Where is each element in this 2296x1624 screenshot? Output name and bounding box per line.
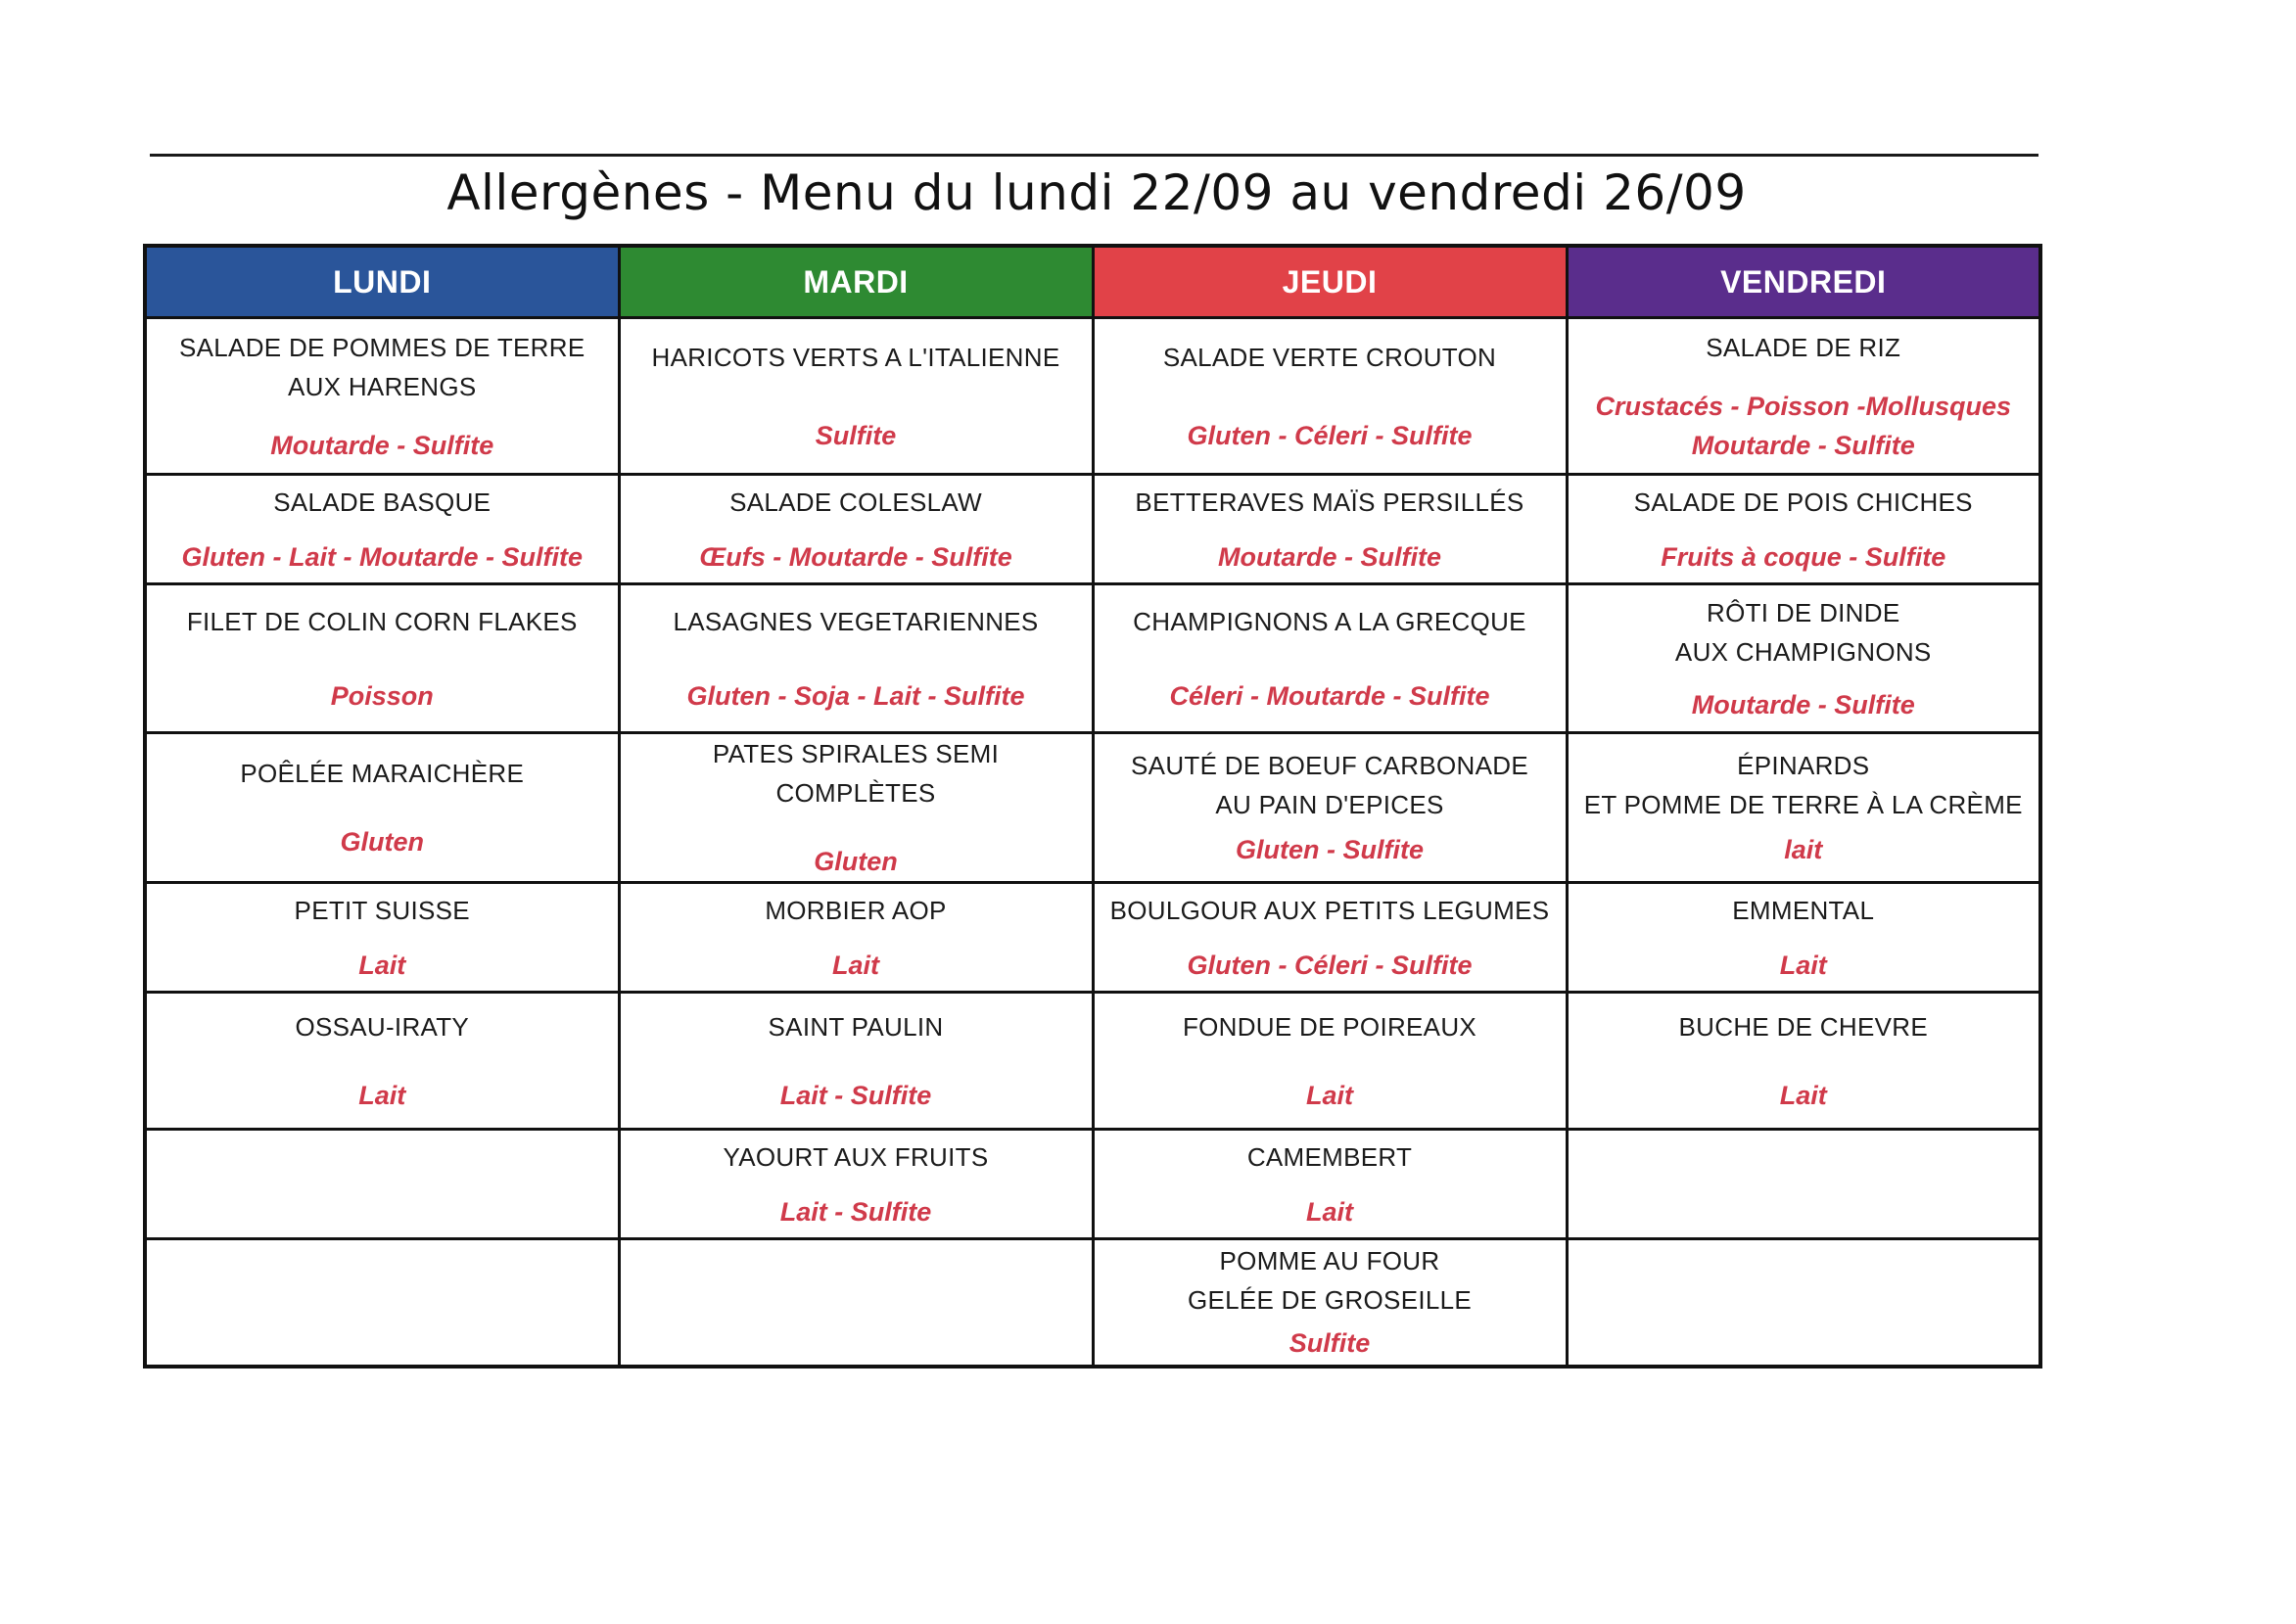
dish-name: BOULGOUR AUX PETITS LEGUMES — [1109, 895, 1550, 925]
allergen-list: Fruits à coque - Sulfite — [1661, 541, 1946, 572]
day-header-vendredi: VENDREDI — [1567, 246, 2040, 318]
menu-cell — [1093, 883, 1567, 993]
dish-name: SAINT PAULIN — [768, 1011, 944, 1042]
table-row — [145, 733, 2040, 883]
allergen-list: Lait - Sulfite — [779, 1196, 932, 1227]
table-row — [145, 993, 2040, 1130]
menu-cell — [1093, 475, 1567, 584]
allergen-list: Gluten — [814, 847, 898, 876]
dish-name: OSSAU-IRATY — [295, 1011, 470, 1042]
dish-name: MORBIER AOP — [765, 895, 947, 925]
allergen-list: lait — [1784, 835, 1823, 864]
table-row — [145, 318, 2040, 475]
allergen-list: Moutarde - Sulfite — [1218, 541, 1441, 572]
allergen-list: Poisson — [330, 680, 434, 711]
allergen-list: Gluten — [340, 827, 424, 857]
dish-name: FILET DE COLIN CORN FLAKES — [186, 606, 578, 636]
dish-name: YAOURT AUX FRUITS — [723, 1141, 989, 1172]
dish-name: BUCHE DE CHEVRE — [1678, 1011, 1928, 1042]
table-row — [145, 883, 2040, 993]
allergen-list: Gluten - Lait - Moutarde - Sulfite — [181, 541, 583, 572]
table-row — [145, 1130, 2040, 1239]
dish-name: FONDUE DE POIREAUX — [1182, 1011, 1477, 1042]
menu-cell — [1567, 883, 2040, 993]
menu-cell — [1093, 1239, 1567, 1367]
menu-cell — [619, 733, 1093, 883]
dish-name: POÊLÉE MARAICHÈRE — [240, 759, 525, 788]
dish-name: PATES SPIRALES SEMI COMPLÈTES — [712, 739, 1000, 808]
dish-name: EMMENTAL — [1732, 895, 1875, 925]
menu-cell — [1567, 584, 2040, 733]
dish-name: HARICOTS VERTS A L'ITALIENNE — [651, 342, 1060, 372]
table-row — [145, 475, 2040, 584]
allergen-list: Moutarde - Sulfite — [270, 430, 494, 460]
allergen-list: Lait — [358, 1080, 406, 1110]
allergen-list: Moutarde - Sulfite — [1691, 689, 1915, 719]
dish-name: SALADE VERTE CROUTON — [1162, 342, 1497, 372]
allergen-list: Lait — [358, 950, 406, 980]
table-row — [145, 1239, 2040, 1367]
allergen-list: Céleri - Moutarde - Sulfite — [1169, 680, 1490, 711]
allergen-list: Lait — [831, 950, 879, 980]
table-row — [145, 584, 2040, 733]
menu-cell — [1567, 318, 2040, 475]
dish-name: SALADE DE RIZ — [1706, 332, 1901, 362]
menu-cell — [619, 1130, 1093, 1239]
menu-cell — [1567, 1239, 2040, 1367]
allergen-list: Gluten - Sulfite — [1236, 835, 1424, 864]
dish-name: POMME AU FOUR GELÉE DE GROSEILLE — [1187, 1246, 1473, 1316]
menu-cell — [1567, 1130, 2040, 1239]
header-row — [145, 246, 2040, 318]
menu-cell — [145, 1130, 619, 1239]
dish-name: CAMEMBERT — [1246, 1141, 1413, 1172]
menu-cell — [1093, 733, 1567, 883]
dish-name: LASAGNES VEGETARIENNES — [673, 606, 1039, 636]
menu-cell — [1567, 993, 2040, 1130]
dish-name: PETIT SUISSE — [294, 895, 470, 925]
allergen-list: Crustacés - Poisson -Mollusques Moutarde - Sulfite — [1595, 391, 2012, 460]
dish-name: SALADE DE POMMES DE TERRE AUX HARENGS — [179, 332, 586, 401]
allergen-list: Sulfite — [815, 420, 897, 450]
menu-cell — [619, 475, 1093, 584]
allergen-list: Gluten - Céleri - Sulfite — [1187, 950, 1473, 980]
dish-name: SAUTÉ DE BOEUF CARBONADE AU PAIN D'EPICES — [1131, 751, 1528, 819]
allergen-list: Lait — [1305, 1080, 1353, 1110]
day-header-jeudi: JEUDI — [1093, 246, 1567, 318]
dish-name: BETTERAVES MAÏS PERSILLÉS — [1135, 487, 1524, 517]
menu-cell — [1093, 318, 1567, 475]
menu-cell — [145, 733, 619, 883]
menu-cell — [619, 1239, 1093, 1367]
allergen-list: Lait - Sulfite — [779, 1080, 932, 1110]
menu-cell — [1093, 1130, 1567, 1239]
menu-cell — [619, 318, 1093, 475]
menu-cell — [1093, 584, 1567, 733]
menu-cell — [1093, 993, 1567, 1130]
menu-cell — [145, 993, 619, 1130]
allergen-list: Sulfite — [1289, 1328, 1371, 1359]
allergen-list: Lait — [1305, 1196, 1353, 1227]
dish-name: SALADE BASQUE — [273, 487, 492, 517]
dish-name: CHAMPIGNONS A LA GRECQUE — [1133, 606, 1526, 636]
menu-cell — [619, 993, 1093, 1130]
dish-name: ÉPINARDS ET POMME DE TERRE À LA CRÈME — [1583, 751, 2023, 819]
allergen-list: Gluten - Céleri - Sulfite — [1187, 420, 1473, 450]
menu-cell — [619, 883, 1093, 993]
allergen-list: Lait — [1779, 950, 1827, 980]
day-header-lundi: LUNDI — [145, 246, 619, 318]
day-header-mardi: MARDI — [619, 246, 1093, 318]
page-title: Allergènes - Menu du lundi 22/09 au vendredi 26/09 — [446, 164, 1747, 221]
menu-cell — [1567, 733, 2040, 883]
allergen-list: Lait — [1779, 1080, 1827, 1110]
menu-cell — [145, 475, 619, 584]
dish-name: RÔTI DE DINDE AUX CHAMPIGNONS — [1674, 597, 1932, 667]
menu-cell — [619, 584, 1093, 733]
top-rule — [150, 154, 2038, 157]
menu-cell — [1567, 475, 2040, 584]
allergen-list: Gluten - Soja - Lait - Sulfite — [686, 680, 1025, 711]
dish-name: SALADE COLESLAW — [729, 487, 982, 517]
allergen-list: Œufs - Moutarde - Sulfite — [699, 541, 1012, 572]
menu-table — [143, 244, 2042, 1369]
menu-cell — [145, 883, 619, 993]
dish-name: SALADE DE POIS CHICHES — [1633, 487, 1973, 517]
menu-cell — [145, 1239, 619, 1367]
menu-cell — [145, 318, 619, 475]
menu-cell — [145, 584, 619, 733]
